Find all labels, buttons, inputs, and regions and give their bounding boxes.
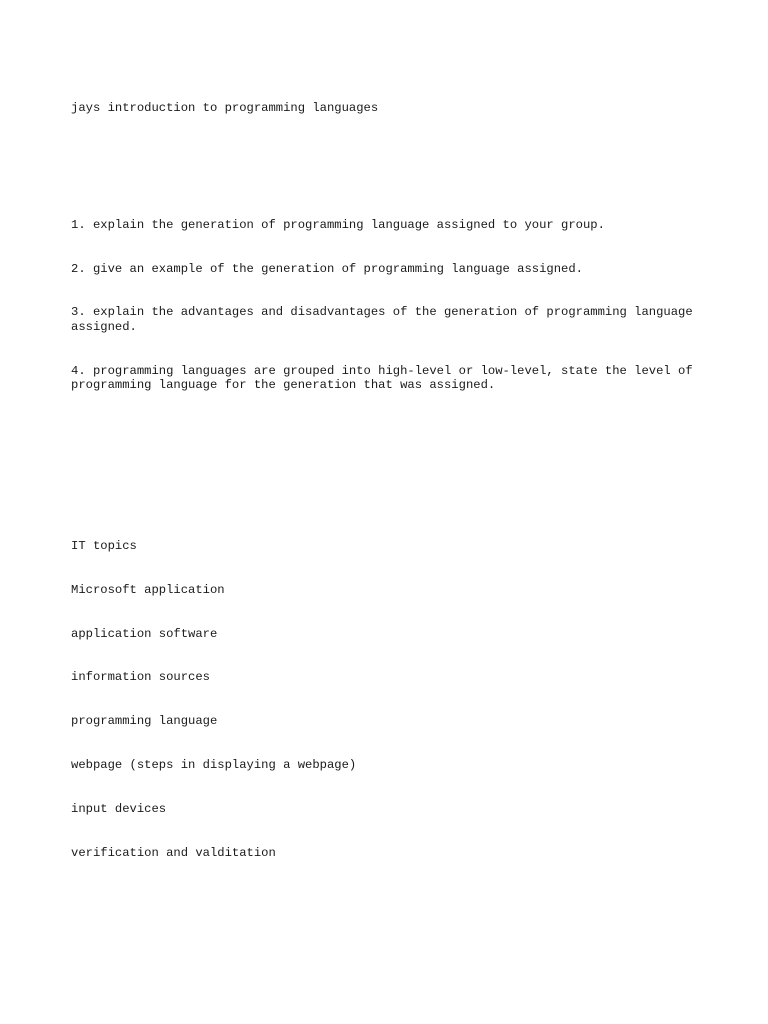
document-page <box>71 72 701 904</box>
question-item-3: 3. explain the advantages and disadvantages of the generation of programming language assigned. <box>71 305 700 334</box>
topic-item-microsoft-application: Microsoft application <box>71 582 225 597</box>
topic-item-application-software: application software <box>71 626 218 641</box>
question-list <box>71 189 701 423</box>
question-item-2: 2. give an example of the generation of programming language assigned. <box>71 261 583 276</box>
topics-heading: IT topics <box>71 539 137 554</box>
topic-item-verification: verification and valditation <box>71 845 276 860</box>
topic-item-input-devices: input devices <box>71 801 167 816</box>
topic-item-information-sources: information sources <box>71 670 210 685</box>
question-item-4: 4. programming languages are grouped into high-level or low-level, state the level of programming language for the generation that was assigned. <box>71 363 700 393</box>
topic-list <box>71 510 701 889</box>
topic-item-programming-language: programming language <box>71 714 218 729</box>
document-title: jays introduction to programming languages <box>71 101 379 116</box>
topic-item-webpage: webpage (steps in displaying a webpage) <box>71 757 357 772</box>
question-item-1: 1. explain the generation of programming language assigned to your group. <box>71 217 605 232</box>
